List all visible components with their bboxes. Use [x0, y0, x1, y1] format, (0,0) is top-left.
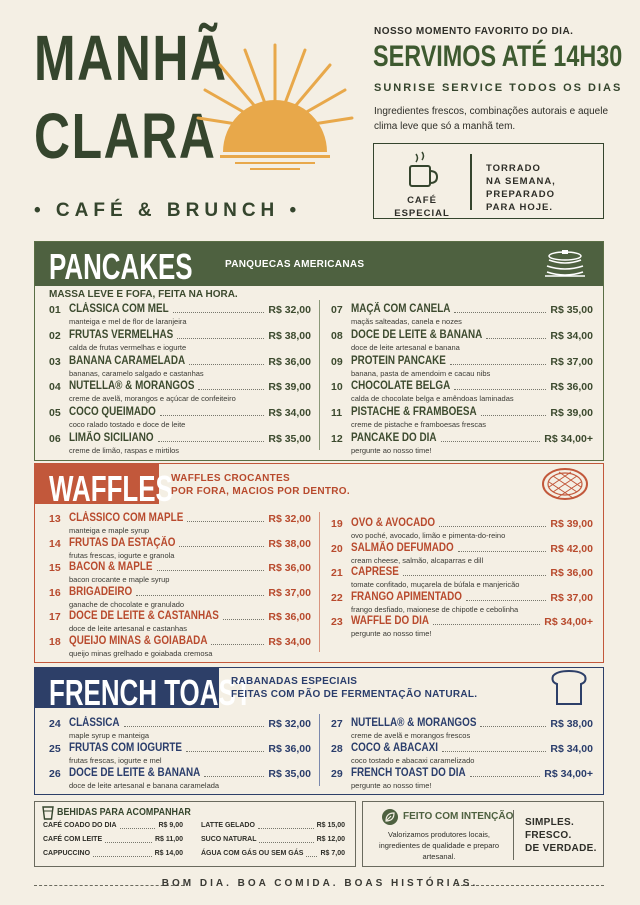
dot-leader [223, 619, 265, 620]
divider [470, 154, 472, 210]
menu-item-name: DOCE DE LEITE & CASTANHAS [69, 610, 219, 623]
menu-item-description: maple syrup e manteiga [69, 731, 150, 740]
dot-leader [470, 776, 541, 777]
menu-item-name: CAPRESE [351, 566, 399, 579]
menu-item-description: calda de frutas vermelhas e iogurte [69, 342, 187, 352]
leaf-icon [381, 808, 399, 826]
drinks-title: BEHIDAS PARA ACOMPANHAR [57, 806, 191, 818]
menu-item [331, 616, 593, 642]
menu-item-number: 26 [49, 768, 61, 780]
dot-leader [105, 842, 152, 843]
drink-name: CAFÉ COM LEITE [43, 836, 103, 843]
menu-item-name: QUEIJO MINAS & GOIABADA [69, 635, 208, 647]
menu-item [49, 611, 311, 637]
menu-item-price: R$ 36,00 [268, 611, 311, 624]
dot-leader [458, 551, 547, 552]
brand-name-line1: MANHÃ [34, 22, 228, 94]
menu-item-description: banana, pasta de amendoim e cacau nibs [351, 368, 491, 378]
menu-item [49, 304, 311, 330]
menu-item-description: manteiga e maple syrup [69, 526, 150, 535]
menu-item [331, 356, 593, 382]
dot-leader [486, 338, 546, 339]
menu-item [331, 592, 593, 618]
menu-item [49, 743, 311, 769]
menu-item-number: 19 [331, 518, 343, 530]
column-divider [319, 300, 320, 450]
menu-item-number: 05 [49, 407, 61, 420]
menu-item-name: NUTELLA® & MORANGOS [69, 380, 195, 393]
menu-item-name: COCO & ABACAXI [351, 742, 439, 754]
menu-item-description: cream cheese, salmão, alcaparras e dill [351, 555, 484, 565]
menu-item-description: pergunte ao nosso time! [351, 629, 432, 639]
dot-leader [259, 842, 313, 843]
menu-item-price: R$ 39,00 [550, 518, 593, 530]
menu-item-price: R$ 36,00 [268, 562, 311, 575]
menu-item-name: OVO & AVOCADO [351, 517, 436, 529]
menu-item-price: R$ 32,00 [268, 513, 311, 525]
menu-item-name: BRIGADEIRO [69, 585, 133, 598]
menu-item-name: LIMÃO SICILIANO [69, 432, 154, 444]
dot-leader [179, 546, 264, 547]
dot-leader [177, 338, 264, 339]
menu-item-description: queijo minas grelhado e goiabada cremosa [69, 649, 213, 658]
menu-item-number: 07 [331, 304, 343, 316]
dot-leader [136, 595, 264, 596]
pancakes-section [34, 241, 604, 461]
menu-item-description: doce de leite artesanal e banana [351, 342, 460, 352]
menu-item-price: R$ 37,00 [268, 586, 311, 599]
menu-item-price: R$ 35,00 [268, 433, 311, 445]
waffles-title: WAFFLES [49, 468, 173, 509]
menu-item-price: R$ 39,00 [550, 407, 593, 420]
dot-leader [481, 415, 547, 416]
dot-leader [450, 364, 546, 365]
menu-item-name: CLÁSSICA [69, 717, 120, 729]
waffles-subtitle: WAFFLES CROCANTES POR FORA, MACIOS POR DENTRO. [171, 473, 350, 497]
menu-item-number: 03 [49, 355, 61, 368]
menu-item-price: R$ 38,00 [268, 537, 311, 550]
menu-item-price: R$ 36,00 [268, 743, 311, 755]
menu-item-number: 08 [331, 329, 343, 342]
menu-item-description: ovo poché, avocado, limão e pimenta-do-reino [351, 531, 506, 540]
menu-item-price: R$ 34,00 [268, 407, 311, 420]
menu-item-number: 25 [49, 743, 61, 755]
menu-item-name: PANCAKE DO DIA [351, 432, 437, 444]
menu-item-name: PROTEIN PANCAKE [351, 354, 446, 367]
drink-item [43, 822, 183, 834]
drink-cup-icon [41, 804, 55, 820]
menu-item [49, 538, 311, 564]
menu-item-price: R$ 36,00 [550, 567, 593, 580]
menu-item [49, 636, 311, 662]
column-divider [319, 714, 320, 786]
menu-item-name: NUTELLA® & MORANGOS [351, 717, 477, 729]
menu-item-name: DOCE DE LEITE & BANANA [69, 767, 201, 779]
menu-item-description: manteiga e mel de flor de laranjeira [69, 317, 187, 326]
pancakes-tagline: MASSA LEVE E FOFA, FEITA NA HORA. [49, 289, 238, 300]
dot-leader [211, 644, 264, 645]
pancakes-header [35, 242, 603, 286]
intent-title: FEITO COM INTENÇÃO [403, 811, 514, 822]
service-hours: SERVIMOS ATÉ 14H30 [373, 40, 623, 73]
french-toast-title: FRENCH TOAST [49, 672, 252, 713]
dot-leader [433, 624, 540, 625]
dot-leader [454, 312, 546, 313]
intro-kicker: NOSSO MOMENTO FAVORITO DO DIA. [374, 26, 574, 37]
menu-item [331, 567, 593, 593]
menu-item-description: creme de limão, raspas e mirtilos [69, 446, 180, 455]
waffle-icon [541, 466, 589, 502]
menu-item-number: 06 [49, 433, 61, 445]
menu-item-price: R$ 34,00+ [544, 768, 593, 780]
menu-item [49, 718, 311, 744]
dot-leader [439, 526, 546, 527]
drink-name: SUCO NATURAL [201, 836, 257, 843]
divider [513, 810, 514, 860]
menu-item-price: R$ 34,00 [268, 636, 311, 648]
menu-item-number: 23 [331, 616, 343, 629]
sunrise-icon [190, 40, 360, 190]
coffee-cup-icon [406, 150, 440, 190]
drink-item [201, 822, 345, 834]
dot-leader [403, 575, 547, 576]
dot-leader [187, 521, 264, 522]
menu-item-description: bacon crocante e maple syrup [69, 575, 170, 585]
dot-leader [158, 441, 265, 442]
special-coffee-box [373, 143, 604, 219]
menu-item-price: R$ 35,00 [550, 304, 593, 316]
menu-item-description: maçãs salteadas, canela e nozes [351, 317, 462, 326]
menu-item-description: doce de leite artesanal e banana caramelada [69, 781, 220, 790]
menu-item-name: CHOCOLATE BELGA [351, 380, 451, 393]
menu-item-description: creme de avelã, morangos e açúcar de confeiteiro [69, 394, 236, 404]
menu-item [331, 304, 593, 330]
menu-item [49, 356, 311, 382]
pancakes-title: PANCAKES [49, 246, 193, 287]
menu-item-price: R$ 35,00 [268, 768, 311, 780]
menu-item [331, 518, 593, 544]
motto: SIMPLES. FRESCO. DE VERDADE. [525, 817, 597, 854]
menu-item-name: CLÁSSICO COM MAPLE [69, 512, 184, 524]
menu-item [331, 381, 593, 407]
french-toast-subtitle: RABANADAS ESPECIAIS FEITAS COM PÃO DE FERMENTAÇÃO NATURAL. [231, 676, 478, 700]
menu-item-description: creme de pistache e framboesas frescas [351, 420, 487, 430]
drink-name: ÁGUA COM GÁS OU SEM GÁS [201, 850, 304, 857]
menu-item-number: 14 [49, 537, 61, 550]
menu-item [49, 562, 311, 588]
menu-item-name: FRUTAS COM IOGURTE [69, 742, 183, 754]
menu-item [331, 330, 593, 356]
menu-item-description: tomate confitado, muçarela de búfala e manjericão [351, 580, 520, 590]
intent-box [362, 801, 604, 867]
menu-item-number: 15 [49, 562, 61, 575]
menu-item [331, 743, 593, 769]
drink-item [43, 836, 183, 848]
menu-item-description: bananas, caramelo salgado e castanhas [69, 368, 204, 378]
menu-item-name: CLÁSSICA COM MEL [69, 303, 169, 315]
menu-item-number: 13 [49, 513, 61, 525]
menu-item-name: WAFFLE DO DIA [351, 615, 430, 628]
drink-item [201, 836, 345, 848]
drink-price: R$ 9,00 [158, 822, 183, 829]
menu-item-number: 12 [331, 433, 343, 445]
intro-description: Ingredientes frescos, combinações autorais e aquele clima leve que só a manhã tem. [374, 106, 609, 132]
dot-leader [173, 312, 265, 313]
menu-item-description: pergunte ao nosso time! [351, 781, 432, 790]
menu-item-price: R$ 34,00 [550, 329, 593, 342]
drink-price: R$ 7,00 [320, 850, 345, 857]
menu-item-name: FRUTAS DA ESTAÇÃO [69, 536, 176, 549]
menu-item-description: coco ralado tostado e doce de leite [69, 420, 186, 430]
menu-item-name: COCO QUEIMADO [69, 406, 156, 419]
menu-item-name: BANANA CARAMELADA [69, 354, 186, 367]
menu-item [331, 718, 593, 744]
menu-item-description: ganache de chocolate e granulado [69, 599, 185, 609]
menu-item-number: 09 [331, 355, 343, 368]
special-coffee-note: TORRADO NA SEMANA, PREPARADO PARA HOJE. [486, 163, 556, 213]
special-coffee-label: CAFÉ ESPECIAL [394, 195, 450, 219]
dot-leader [258, 828, 314, 829]
drink-price: R$ 14,00 [154, 850, 183, 857]
menu-item-description: pergunte ao nosso time! [351, 446, 432, 455]
menu-item-number: 18 [49, 636, 61, 648]
menu-item-number: 28 [331, 743, 343, 755]
dot-leader [160, 415, 265, 416]
menu-item-number: 22 [331, 591, 343, 604]
drink-name: CAPPUCCINO [43, 850, 91, 857]
menu-item-price: R$ 34,00+ [544, 433, 593, 445]
dot-leader [442, 751, 546, 752]
dot-leader [466, 600, 546, 601]
menu-item [49, 513, 311, 539]
dot-leader [93, 856, 152, 857]
dot-leader [124, 726, 265, 727]
menu-item-number: 11 [331, 407, 343, 420]
pancake-stack-icon [543, 248, 587, 280]
sunrise-service: SUNRISE SERVICE TODOS OS DIAS [374, 82, 623, 94]
menu-item-name: MAÇÃ COM CANELA [351, 303, 451, 315]
pancakes-subtitle: PANQUECAS AMERICANAS [225, 259, 365, 270]
menu-item-number: 27 [331, 718, 343, 730]
menu-item-description: coco tostado e abacaxi caramelizado [351, 756, 475, 765]
menu-item-number: 29 [331, 768, 343, 780]
menu-item [331, 433, 593, 459]
dot-leader [454, 389, 546, 390]
menu-item [331, 768, 593, 794]
menu-item-description: doce de leite artesanal e castanhas [69, 624, 187, 634]
dot-leader [120, 828, 156, 829]
french-toast-section [34, 667, 604, 795]
menu-item-price: R$ 37,00 [550, 355, 593, 368]
dot-leader [189, 364, 264, 365]
menu-item [49, 433, 311, 459]
drinks-box [34, 801, 356, 867]
menu-item-number: 24 [49, 718, 61, 730]
menu-item-number: 17 [49, 611, 61, 624]
dot-leader [480, 726, 546, 727]
menu-item-price: R$ 42,00 [550, 542, 593, 555]
drink-item [43, 850, 183, 862]
menu-item [49, 381, 311, 407]
drink-price: R$ 11,00 [154, 836, 183, 843]
menu-item-price: R$ 32,00 [268, 304, 311, 316]
menu-item-price: R$ 37,00 [550, 591, 593, 604]
menu-item [49, 768, 311, 794]
menu-item-price: R$ 34,00+ [544, 616, 593, 629]
brand-name-line2: CLARA [34, 100, 217, 172]
dot-leader [186, 751, 264, 752]
menu-item [331, 543, 593, 569]
menu-item [331, 407, 593, 433]
menu-item-price: R$ 32,00 [268, 718, 311, 730]
dot-leader [204, 776, 264, 777]
intent-text: Valorizamos produtores locais, ingredientes de qualidade e preparo artesanal. [378, 830, 500, 861]
menu-item-number: 16 [49, 586, 61, 599]
menu-item-name: FRANGO APIMENTADO [351, 590, 462, 603]
menu-item-description: frango desfiado, maionese de chipotle e cebolinha [351, 604, 519, 614]
menu-item-name: SALMÃO DEFUMADO [351, 541, 454, 554]
menu-item-price: R$ 38,00 [550, 718, 593, 730]
dot-leader [306, 856, 317, 857]
dot-leader [198, 389, 264, 390]
brand-subtitle: • CAFÉ & BRUNCH • [34, 200, 302, 221]
menu-item-name: DOCE DE LEITE & BANANA [351, 328, 483, 341]
column-divider [319, 512, 320, 652]
menu-item-description: calda de chocolate belga e amêndoas laminadas [351, 394, 514, 404]
menu-item-name: FRENCH TOAST DO DIA [351, 767, 466, 779]
menu-item [49, 587, 311, 613]
menu-item-name: BACON & MAPLE [69, 561, 153, 574]
toast-bread-icon [549, 670, 589, 706]
dot-leader [441, 441, 541, 442]
dot-leader [157, 570, 265, 571]
menu-item-description: frutas frescas, iogurte e mel [69, 756, 162, 765]
menu-item-number: 21 [331, 567, 343, 580]
drink-name: CAFÉ COADO DO DIA [43, 822, 117, 829]
drink-price: R$ 12,00 [316, 836, 345, 843]
menu-item-price: R$ 38,00 [268, 329, 311, 342]
menu-item-description: creme de avelã e morangos frescos [351, 731, 471, 740]
waffles-section [34, 463, 604, 663]
menu-item-price: R$ 36,00 [550, 381, 593, 394]
menu-item [49, 407, 311, 433]
menu-item-name: FRUTAS VERMELHAS [69, 328, 174, 341]
menu-item-price: R$ 36,00 [268, 355, 311, 368]
drink-item [201, 850, 345, 862]
menu-item-number: 02 [49, 329, 61, 342]
menu-item-number: 20 [331, 542, 343, 555]
footer-slogan: BOM DIA. BOA COMIDA. BOAS HISTÓRIAS. [161, 878, 479, 889]
menu-item-price: R$ 34,00 [550, 743, 593, 755]
menu-item-number: 01 [49, 304, 61, 316]
drink-price: R$ 15,00 [316, 822, 345, 829]
waffles-header [35, 464, 603, 508]
menu-item-number: 04 [49, 381, 61, 394]
menu-item-description: frutas frescas, iogurte e granola [69, 550, 175, 560]
menu-item-price: R$ 39,00 [268, 381, 311, 394]
menu-item-name: PISTACHE & FRAMBOESA [351, 406, 477, 419]
menu-item-number: 10 [331, 381, 343, 394]
french-toast-header [35, 668, 603, 712]
menu-item [49, 330, 311, 356]
drink-name: LATTE GELADO [201, 822, 255, 829]
